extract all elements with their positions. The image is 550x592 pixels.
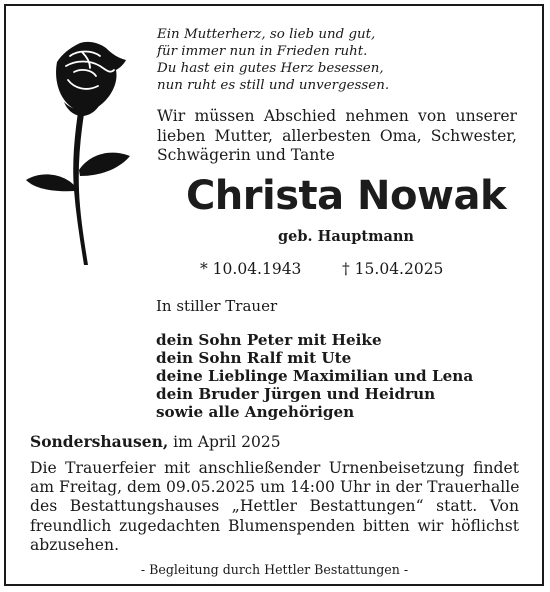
mourners-list [156,331,473,421]
notice-line: am Freitag, dem 09.05.2025 um 14:00 Uhr in der Trauerhalle [30,478,520,497]
notice-line: abzusehen. [30,535,120,554]
place-and-date [30,432,281,452]
mourner-line: sowie alle Angehörigen [156,403,355,421]
notice-line: freundlich zugedachten Blumenspenden bitten wir höflichst [30,516,519,535]
farewell-intro [157,107,517,166]
black-rose-icon [24,40,136,266]
birth-name: geb. Hauptmann [278,228,414,245]
mourner-line: dein Sohn Ralf mit Ute [156,349,352,367]
poem-line: für immer nun in Frieden ruht. [157,44,368,59]
deceased-name: Christa Nowak [185,173,507,219]
mourner-line: deine Lieblinge Maximilian und Lena [156,367,474,385]
memorial-poem [157,26,527,94]
birth-date: * 10.04.1943 [200,260,302,278]
poem-line: nun ruht es still und unvergessen. [157,78,390,93]
intro-line: Schwägerin und Tante [157,146,335,164]
mourning-heading: In stiller Trauer [156,297,278,315]
mourner-line: dein Bruder Jürgen und Heidrun [156,385,436,403]
intro-line: lieben Mutter, allerbesten Oma, Schwester, [157,126,517,145]
notice-date: im April 2025 [173,433,281,451]
notice-line: des Bestattungshauses „Hettler Bestattungen“ statt. Von [30,497,519,516]
mourner-line: dein Sohn Peter mit Heike [156,331,382,349]
funeral-home-credit: - Begleitung durch Hettler Bestattungen - [140,562,409,577]
poem-line: Ein Mutterherz, so lieb und gut, [157,27,376,42]
intro-line: Wir müssen Abschied nehmen von unserer [157,107,517,125]
notice-line: Die Trauerfeier mit anschließender Urnenbeisetzung findet [30,459,519,477]
funeral-notice [30,459,519,555]
poem-line: Du hast ein gutes Herz besessen, [157,61,384,76]
place-name: Sondershausen, [30,432,169,451]
death-date: † 15.04.2025 [342,260,444,278]
